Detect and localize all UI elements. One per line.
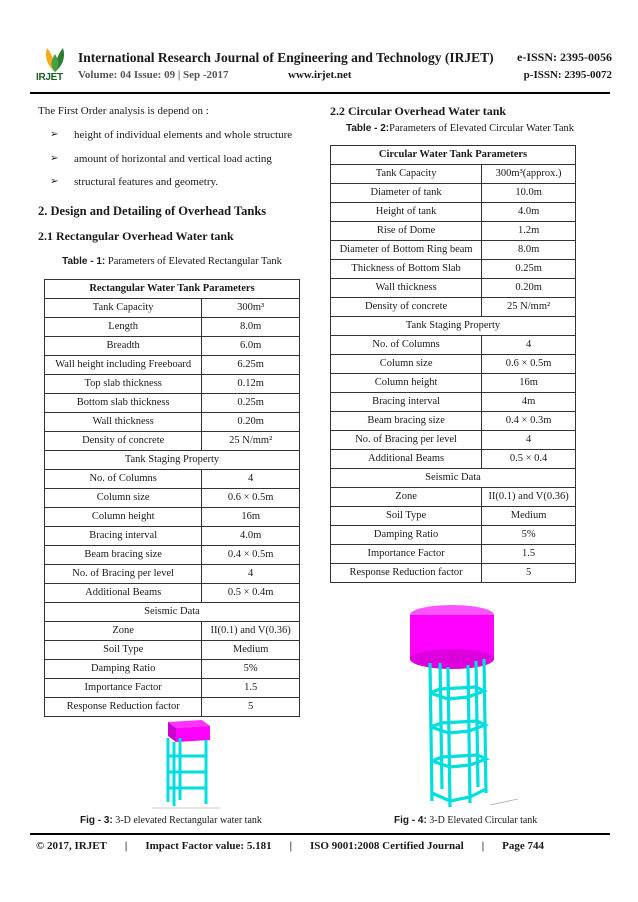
table-row <box>331 184 576 203</box>
table-row <box>331 222 576 241</box>
table-row <box>331 545 576 564</box>
parameter-name: Importance Factor <box>45 678 202 697</box>
parameter-value: 4.0m <box>202 526 300 545</box>
parameter-name: Additional Beams <box>331 450 482 469</box>
parameter-name: Density of concrete <box>331 298 482 317</box>
arrow-bullet-icon: ➢ <box>50 152 59 164</box>
bullet-list <box>50 128 306 189</box>
parameter-name: Rise of Dome <box>331 222 482 241</box>
table-row <box>45 431 300 450</box>
table-row <box>331 241 576 260</box>
table-row <box>45 488 300 507</box>
parameter-name: Additional Beams <box>45 583 202 602</box>
table-row <box>45 602 300 621</box>
table-row <box>45 526 300 545</box>
subsection-heading: 2.2 Circular Overhead Water tank <box>330 104 507 118</box>
table-row <box>45 678 300 697</box>
parameter-name: No. of Bracing per level <box>331 431 482 450</box>
parameter-name: Soil Type <box>45 640 202 659</box>
pissn: p-ISSN: 2395-0072 <box>523 69 612 81</box>
page-header <box>30 42 612 92</box>
rectangular-tank-figure <box>150 716 230 812</box>
left-column <box>38 104 306 717</box>
parameter-value: 0.6 × 0.5m <box>482 355 576 374</box>
table-row <box>45 659 300 678</box>
parameter-value: 16m <box>202 507 300 526</box>
parameter-name: Beam bracing size <box>331 412 482 431</box>
table-row <box>331 488 576 507</box>
copyright: © 2017, IRJET <box>36 840 107 852</box>
parameter-name: Importance Factor <box>331 545 482 564</box>
footer-separator: | <box>124 840 128 852</box>
footer-divider <box>30 833 610 835</box>
parameter-value: II(0.1) and V(0.36) <box>482 488 576 507</box>
parameter-value: 0.20m <box>202 412 300 431</box>
parameter-name: Wall thickness <box>45 412 202 431</box>
parameter-value: 1.5 <box>482 545 576 564</box>
table-row <box>45 507 300 526</box>
table-section-header: Seismic Data <box>331 469 576 488</box>
parameter-value: 4 <box>482 431 576 450</box>
table1-caption: Table - 1: Parameters of Elevated Rectangular Tank <box>62 256 282 268</box>
parameter-value: 5% <box>482 526 576 545</box>
rectangular-tank-table <box>44 279 300 717</box>
iso-certification: ISO 9001:2008 Certified Journal <box>310 840 464 852</box>
fig3-caption: Fig - 3: 3-D elevated Rectangular water tank <box>80 815 262 826</box>
table-row <box>45 298 300 317</box>
table-row <box>331 564 576 583</box>
table-section-header: Seismic Data <box>45 602 300 621</box>
parameter-value: 300m³ <box>202 298 300 317</box>
table-row <box>331 393 576 412</box>
table2-caption: Table - 2:Parameters of Elevated Circular Water Tank <box>345 122 575 134</box>
parameter-name: Diameter of Bottom Ring beam <box>331 241 482 260</box>
volume-issue: Volume: 04 Issue: 09 | Sep -2017 <box>78 69 229 81</box>
table-row <box>45 697 300 716</box>
parameter-name: Response Reduction factor <box>45 697 202 716</box>
parameter-value: 0.5 × 0.4 <box>482 450 576 469</box>
parameter-name: Top slab thickness <box>45 374 202 393</box>
website-link[interactable]: www.irjet.net <box>288 69 352 81</box>
parameter-name: Tank Capacity <box>45 298 202 317</box>
table-header: Circular Water Tank Parameters <box>331 146 576 165</box>
table-header: Rectangular Water Tank Parameters <box>45 279 300 298</box>
parameter-name: Response Reduction factor <box>331 564 482 583</box>
arrow-bullet-icon: ➢ <box>50 129 59 141</box>
parameter-value: 0.4 × 0.3m <box>482 412 576 431</box>
table-row <box>331 298 576 317</box>
parameter-value: 8.0m <box>202 317 300 336</box>
parameter-value: 0.25m <box>202 393 300 412</box>
table-section-header: Tank Staging Property <box>45 450 300 469</box>
parameter-name: No. of Bracing per level <box>45 564 202 583</box>
table-row <box>331 355 576 374</box>
parameter-value: 0.4 × 0.5m <box>202 545 300 564</box>
table-row <box>45 393 300 412</box>
table-row <box>45 621 300 640</box>
table-row <box>331 431 576 450</box>
table-row <box>45 640 300 659</box>
parameter-value: 4 <box>202 469 300 488</box>
parameter-value: 5% <box>202 659 300 678</box>
table-row <box>331 317 576 336</box>
parameter-name: Wall thickness <box>331 279 482 298</box>
parameter-value: 1.5 <box>202 678 300 697</box>
page-footer <box>36 840 596 852</box>
table-row <box>45 412 300 431</box>
header-divider <box>30 92 610 94</box>
table-row <box>331 146 576 165</box>
parameter-name: Bracing interval <box>331 393 482 412</box>
table-row <box>331 336 576 355</box>
parameter-name: Zone <box>331 488 482 507</box>
parameter-name: Thickness of Bottom Slab <box>331 260 482 279</box>
list-item: ➢ structural features and geometry. <box>50 175 219 188</box>
table-row <box>45 450 300 469</box>
circular-tank-table <box>330 145 576 583</box>
parameter-value: 0.25m <box>482 260 576 279</box>
parameter-name: No. of Columns <box>45 469 202 488</box>
parameter-value: 25 N/mm² <box>482 298 576 317</box>
table-row <box>331 507 576 526</box>
parameter-value: 0.20m <box>482 279 576 298</box>
parameter-name: Wall height including Freeboard <box>45 355 202 374</box>
parameter-value: 8.0m <box>482 241 576 260</box>
table-row <box>45 583 300 602</box>
parameter-value: 0.12m <box>202 374 300 393</box>
parameter-name: Damping Ratio <box>331 526 482 545</box>
table-row <box>331 450 576 469</box>
table-row <box>331 260 576 279</box>
parameter-value: 300m³(approx.) <box>482 165 576 184</box>
footer-separator: | <box>481 840 485 852</box>
parameter-name: Soil Type <box>331 507 482 526</box>
parameter-name: Column size <box>331 355 482 374</box>
parameter-value: Medium <box>482 507 576 526</box>
logo-text: IRJET <box>36 72 63 83</box>
parameter-name: Zone <box>45 621 202 640</box>
footer-separator: | <box>289 840 293 852</box>
table-row <box>45 355 300 374</box>
intro-text: The First Order analysis is depend on : <box>38 105 209 117</box>
parameter-name: Beam bracing size <box>45 545 202 564</box>
table-row <box>331 203 576 222</box>
list-item: ➢ amount of horizontal and vertical load acting <box>50 152 272 165</box>
parameter-value: 6.0m <box>202 336 300 355</box>
parameter-value: 4 <box>202 564 300 583</box>
impact-factor: Impact Factor value: 5.181 <box>145 840 272 852</box>
parameter-value: 4m <box>482 393 576 412</box>
fig4-caption: Fig - 4: 3-D Elevated Circular tank <box>394 815 538 826</box>
list-item: ➢ height of individual elements and whole structure <box>50 129 293 142</box>
parameter-value: 4.0m <box>482 203 576 222</box>
table-row <box>331 526 576 545</box>
parameter-value: 25 N/mm² <box>202 431 300 450</box>
parameter-value: 16m <box>482 374 576 393</box>
parameter-value: 1.2m <box>482 222 576 241</box>
parameter-name: Column height <box>45 507 202 526</box>
parameter-name: Column height <box>331 374 482 393</box>
parameter-name: Diameter of tank <box>331 184 482 203</box>
right-column <box>330 104 590 583</box>
parameter-name: No. of Columns <box>331 336 482 355</box>
parameter-name: Bottom slab thickness <box>45 393 202 412</box>
page-number: Page 744 <box>502 840 545 852</box>
table-row <box>45 545 300 564</box>
parameter-value: Medium <box>202 640 300 659</box>
parameter-value: 0.6 × 0.5m <box>202 488 300 507</box>
parameter-name: Tank Capacity <box>331 165 482 184</box>
table-section-header: Tank Staging Property <box>331 317 576 336</box>
parameter-value: 10.0m <box>482 184 576 203</box>
parameter-name: Bracing interval <box>45 526 202 545</box>
table-row <box>331 412 576 431</box>
table-row <box>331 279 576 298</box>
circular-tank-figure <box>400 603 530 811</box>
eissn: e-ISSN: 2395-0056 <box>517 50 612 64</box>
subsection-heading: 2.1 Rectangular Overhead Water tank <box>38 229 234 244</box>
parameter-value: 5 <box>202 697 300 716</box>
parameter-name: Column size <box>45 488 202 507</box>
parameter-value: 4 <box>482 336 576 355</box>
table-row <box>45 374 300 393</box>
parameter-name: Damping Ratio <box>45 659 202 678</box>
table-row <box>45 317 300 336</box>
table-row <box>331 469 576 488</box>
arrow-bullet-icon: ➢ <box>50 175 59 187</box>
parameter-value: 6.25m <box>202 355 300 374</box>
table-row <box>45 564 300 583</box>
table-row <box>331 374 576 393</box>
table-row <box>45 279 300 298</box>
parameter-name: Length <box>45 317 202 336</box>
parameter-value: 5 <box>482 564 576 583</box>
table-row <box>45 469 300 488</box>
parameter-name: Density of concrete <box>45 431 202 450</box>
parameter-name: Height of tank <box>331 203 482 222</box>
table-row <box>45 336 300 355</box>
table-row <box>331 165 576 184</box>
parameter-name: Breadth <box>45 336 202 355</box>
parameter-value: 0.5 × 0.4m <box>202 583 300 602</box>
parameter-value: II(0.1) and V(0.36) <box>202 621 300 640</box>
journal-title: International Research Journal of Engineering and Technology (IRJET) <box>78 50 494 65</box>
section-heading: 2. Design and Detailing of Overhead Tanks <box>38 204 267 219</box>
